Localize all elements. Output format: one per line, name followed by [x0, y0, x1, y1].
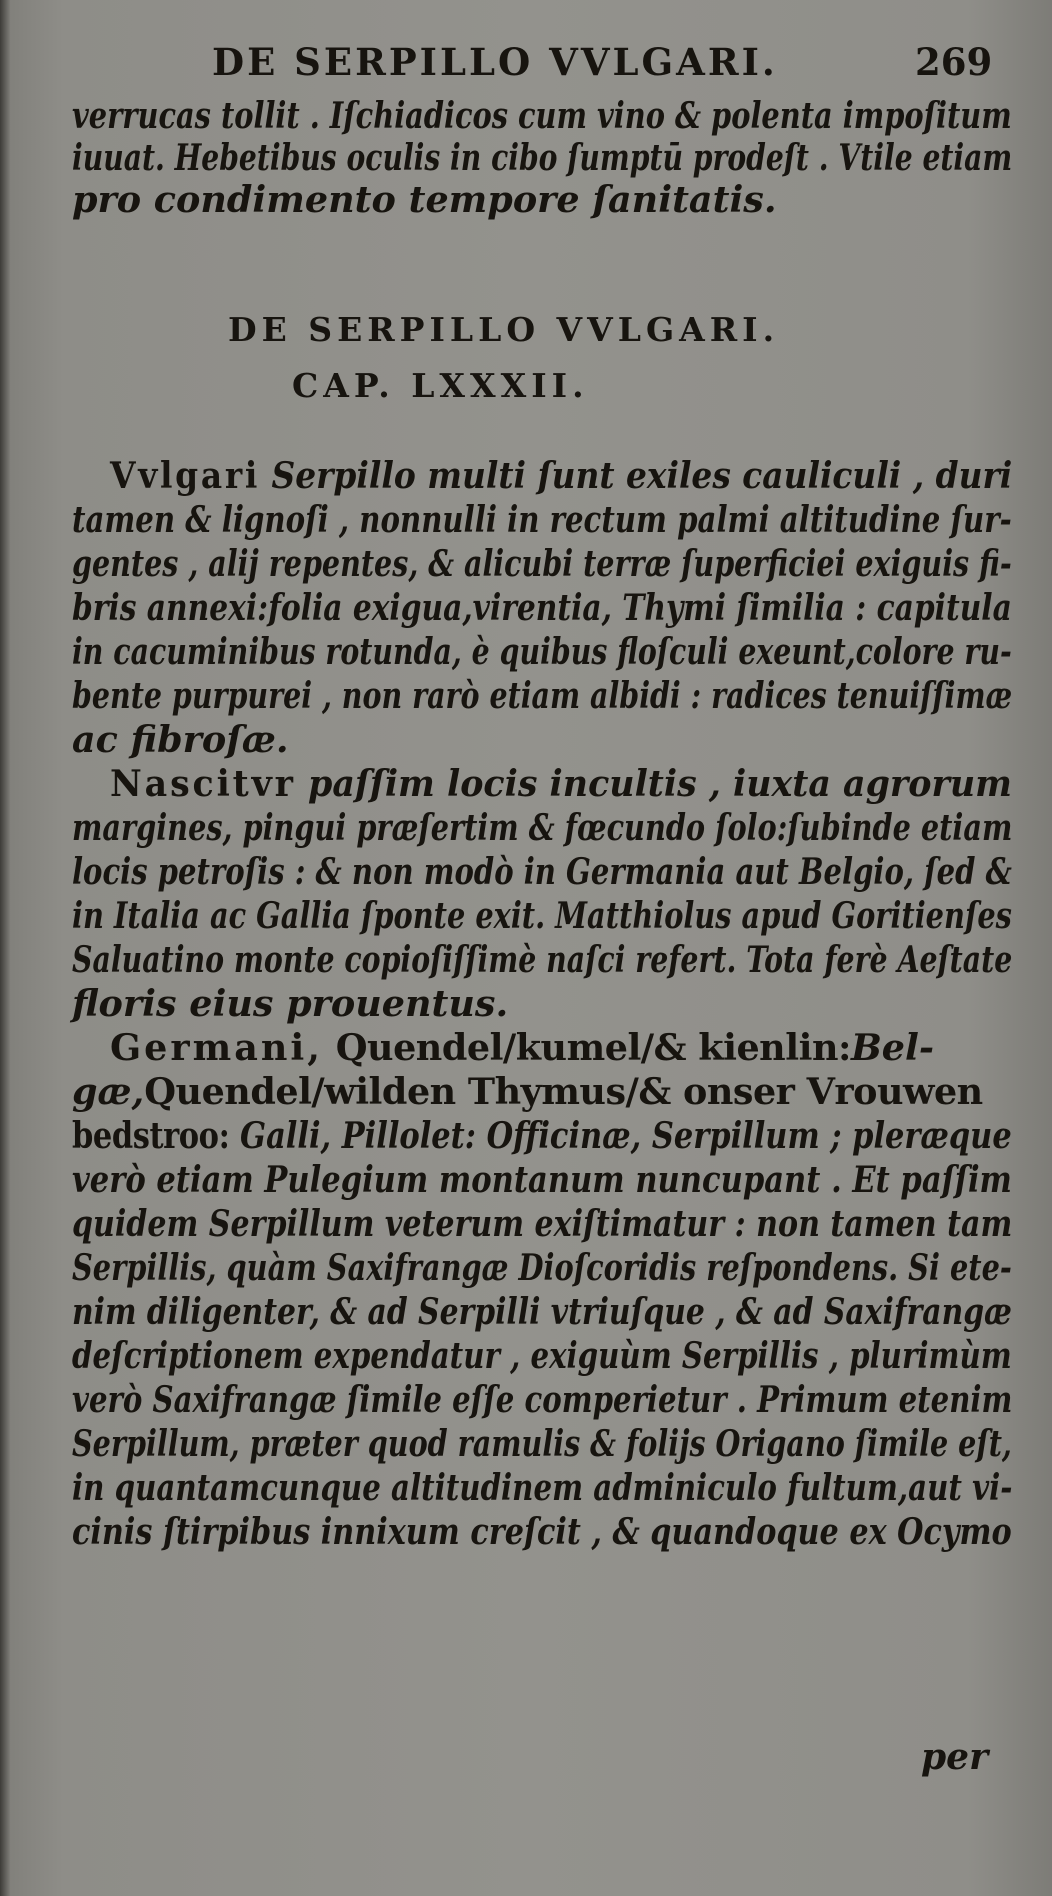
catchword: per [921, 1736, 989, 1778]
text-line: in cacuminibus rotunda, è quibus floſculi exeunt,colore ru- [72, 630, 1012, 673]
text-line [110, 454, 1012, 498]
text-line [72, 1114, 1012, 1158]
text-line: cinis ſtirpibus innixum creſcit , & quandoque ex Ocymo [72, 1510, 1012, 1553]
page-number: 269 [915, 40, 993, 84]
line-tail: Bel- [850, 1026, 935, 1069]
running-header [212, 40, 1002, 90]
text-line: floris eius prouentus. [72, 982, 509, 1025]
paragraph-first-text: paſſim locis incultis , iuxta agrorum [308, 762, 1012, 805]
text-line: ac fibroſæ. [72, 718, 289, 761]
text-line: bris annexi:folia exigua,virentia, Thymi ſimilia : capitula [72, 586, 1012, 629]
blackletter-names: Quendel/wilden Thymus/& onser Vrouwen [144, 1070, 983, 1113]
text-line: deſcriptionem expendatur , exiguùm Serpillis , plurimùm [72, 1334, 1012, 1377]
text-line: Serpillum, præter quod ramulis & folijs Origano ſimile eſt, [72, 1422, 1012, 1465]
text-line: quidem Serpillum veterum exiſtimatur : non tamen tam [72, 1202, 1013, 1245]
text-line: pro condimento tempore ſanitatis. [72, 178, 777, 221]
text-line [110, 762, 1012, 806]
paragraph-lead: Nascitvr [110, 762, 296, 805]
text-line: Serpillis, quàm Saxifrangæ Dioſcoridis reſpondens. Si ete- [72, 1246, 1012, 1289]
text-line: verrucas tollit . Iſchiadicos cum vino & polenta impoſitum [72, 94, 1012, 137]
paragraph-lead: Vvlgari [110, 454, 261, 497]
text-line: nim diligenter, & ad Serpilli vtriuſque , & ad Saxifrangæ [72, 1290, 1012, 1333]
page-edge-shadow [0, 0, 10, 1896]
text-line: iuuat. Hebetibus oculis in cibo ſumptū prodeſt . Vtile etiam [72, 136, 1013, 179]
text-line: margines, pingui præſertim & fœcundo ſolo:ſubinde etiam [72, 806, 1013, 849]
chapter-number: CAP. LXXXII. [292, 366, 589, 405]
text-line: tamen & lignoſi , nonnulli in rectum palmi altitudine ſur- [72, 498, 1012, 541]
blackletter-names: bedstroo: [72, 1114, 230, 1157]
text-line: gentes , alij repentes, & alicubi terræ ſuperficiei exiguis fi- [72, 542, 1012, 585]
paragraph-first-text: Serpillo multi ſunt exiles cauliculi , duri [271, 454, 1013, 497]
text-line: verò etiam Pulegium montanum nuncupant . Et paſſim [72, 1158, 1012, 1201]
line-tail: Galli, Pillolet: Officinæ, Serpillum ; pleræque [240, 1114, 1012, 1157]
chapter-title: DE SERPILLO VVLGARI. [228, 310, 780, 349]
text-line: verò Saxifrangæ ſimile eſſe comperietur . Primum etenim [72, 1378, 1013, 1421]
text-line [110, 1026, 934, 1070]
text-line [72, 1070, 983, 1114]
text-line: in quantamcunque altitudinem adminiculo fultum,aut vi- [72, 1466, 1013, 1509]
text-line: Saluatino monte copioſiſſimè naſci refert. Tota ferè Aeſtate [72, 938, 1013, 981]
paragraph-lead: Germani, [110, 1026, 324, 1069]
text-line: bente purpurei , non rarò etiam albidi : radices tenuiſſimæ [72, 674, 1013, 717]
text-line: in Italia ac Gallia ſponte exit. Matthiolus apud Goritienſes [72, 894, 1012, 937]
blackletter-names: Quendel/kumel/& kienlin: [335, 1026, 851, 1069]
running-title: DE SERPILLO VVLGARI. [212, 40, 778, 84]
line-start: gæ, [72, 1070, 145, 1113]
text-line: locis petroſis : & non modò in Germania aut Belgio, ſed & [72, 850, 1012, 893]
